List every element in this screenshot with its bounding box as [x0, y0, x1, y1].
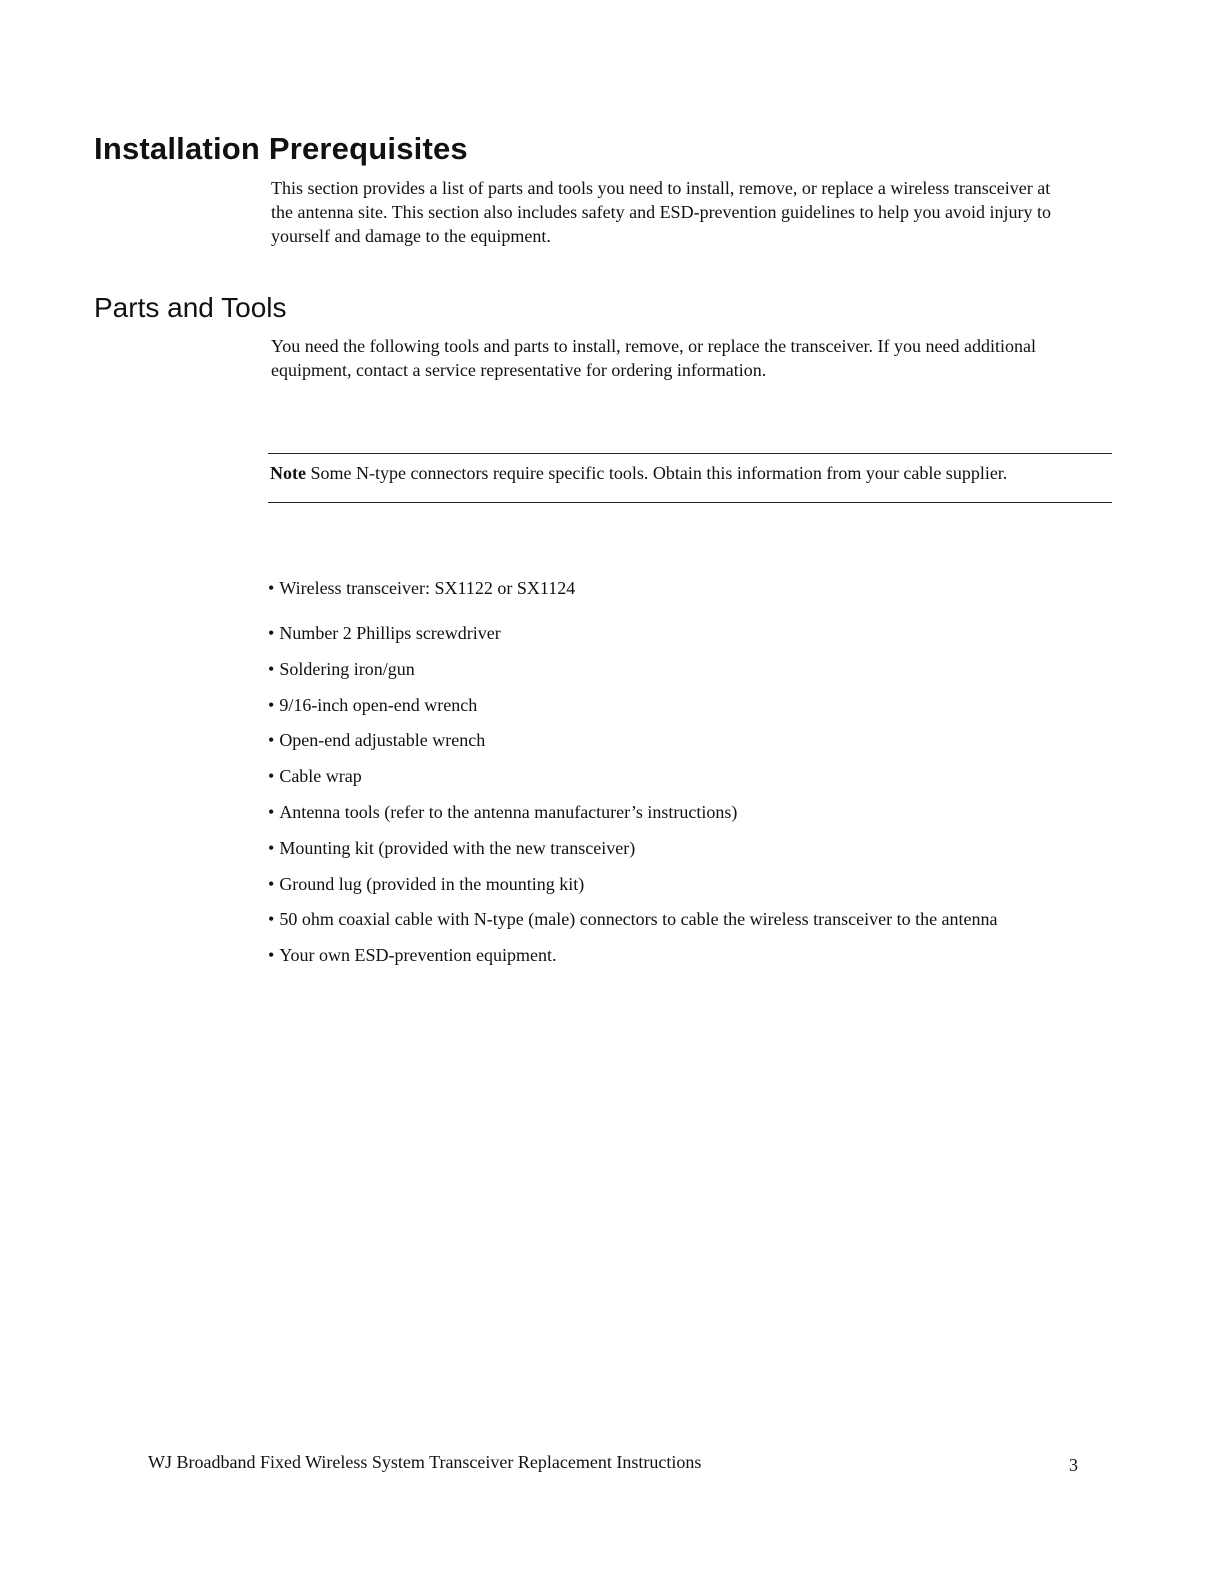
list-item-text: 50 ohm coaxial cable with N-type (male) connectors to cable the wireless transceiver to the antenna — [279, 909, 998, 930]
section-title: Installation Prerequisites — [94, 131, 468, 166]
note-label: Note — [270, 463, 306, 483]
list-item-text: Wireless transceiver: SX1122 or SX1124 — [279, 578, 576, 598]
list-item-text: Open-end adjustable wrench — [279, 730, 486, 751]
bullet-icon: • — [268, 694, 275, 715]
bullet-icon: • — [268, 766, 275, 787]
tools-list — [268, 576, 998, 979]
section-intro: This section provides a list of parts and tools you need to install, remove, or replace a wireless transceiver at the antenna site. This section also includes safety and ESD-prevention guidelines to help you avoid injury to yourself and damage to the equipment. — [271, 178, 1052, 246]
list-item-text: Ground lug (provided in the mounting kit) — [279, 873, 585, 894]
list-item-text: Your own ESD-prevention equipment. — [279, 945, 557, 966]
list-item — [268, 621, 998, 645]
list-item — [268, 728, 998, 752]
list-item — [268, 657, 998, 681]
list-item-text: Mounting kit (provided with the new transceiver) — [279, 837, 636, 858]
bullet-icon: • — [268, 909, 275, 930]
list-item — [268, 800, 998, 824]
note-bottom-rule — [268, 502, 1112, 503]
list-item-text: Cable wrap — [279, 766, 362, 787]
bullet-icon: • — [268, 578, 275, 598]
page-number: 3 — [1069, 1455, 1078, 1475]
note — [270, 461, 1007, 485]
list-item — [268, 764, 998, 788]
bullet-icon: • — [268, 623, 275, 643]
list-item-text: Soldering iron/gun — [279, 658, 415, 679]
bullet-icon: • — [268, 945, 275, 966]
bullet-icon: • — [268, 837, 275, 858]
list-item — [268, 872, 998, 896]
bullet-icon: • — [268, 873, 275, 894]
list-item — [268, 943, 998, 967]
bullet-icon: • — [268, 801, 275, 822]
list-item — [268, 836, 998, 860]
note-text: Some N-type connectors require specific tools. Obtain this information from your cable supplier. — [310, 463, 1008, 483]
list-item-text: 9/16-inch open-end wrench — [279, 694, 478, 715]
list-item — [268, 576, 998, 600]
list-item-text: Antenna tools (refer to the antenna manufacturer’s instructions) — [279, 801, 738, 822]
footer-title: WJ Broadband Fixed Wireless System Transceiver Replacement Instructions — [148, 1452, 702, 1472]
list-item — [268, 907, 998, 931]
list-item-text: Number 2 Phillips screwdriver — [279, 623, 501, 643]
bullet-icon: • — [268, 658, 275, 679]
list-item — [268, 693, 998, 717]
bullet-icon: • — [268, 730, 275, 751]
note-top-rule — [268, 453, 1112, 454]
subsection-intro: You need the following tools and parts to install, remove, or replace the transceiver. If you need additional equipment, contact a service representative for ordering information. — [271, 336, 1036, 380]
subsection-title: Parts and Tools — [94, 292, 287, 323]
